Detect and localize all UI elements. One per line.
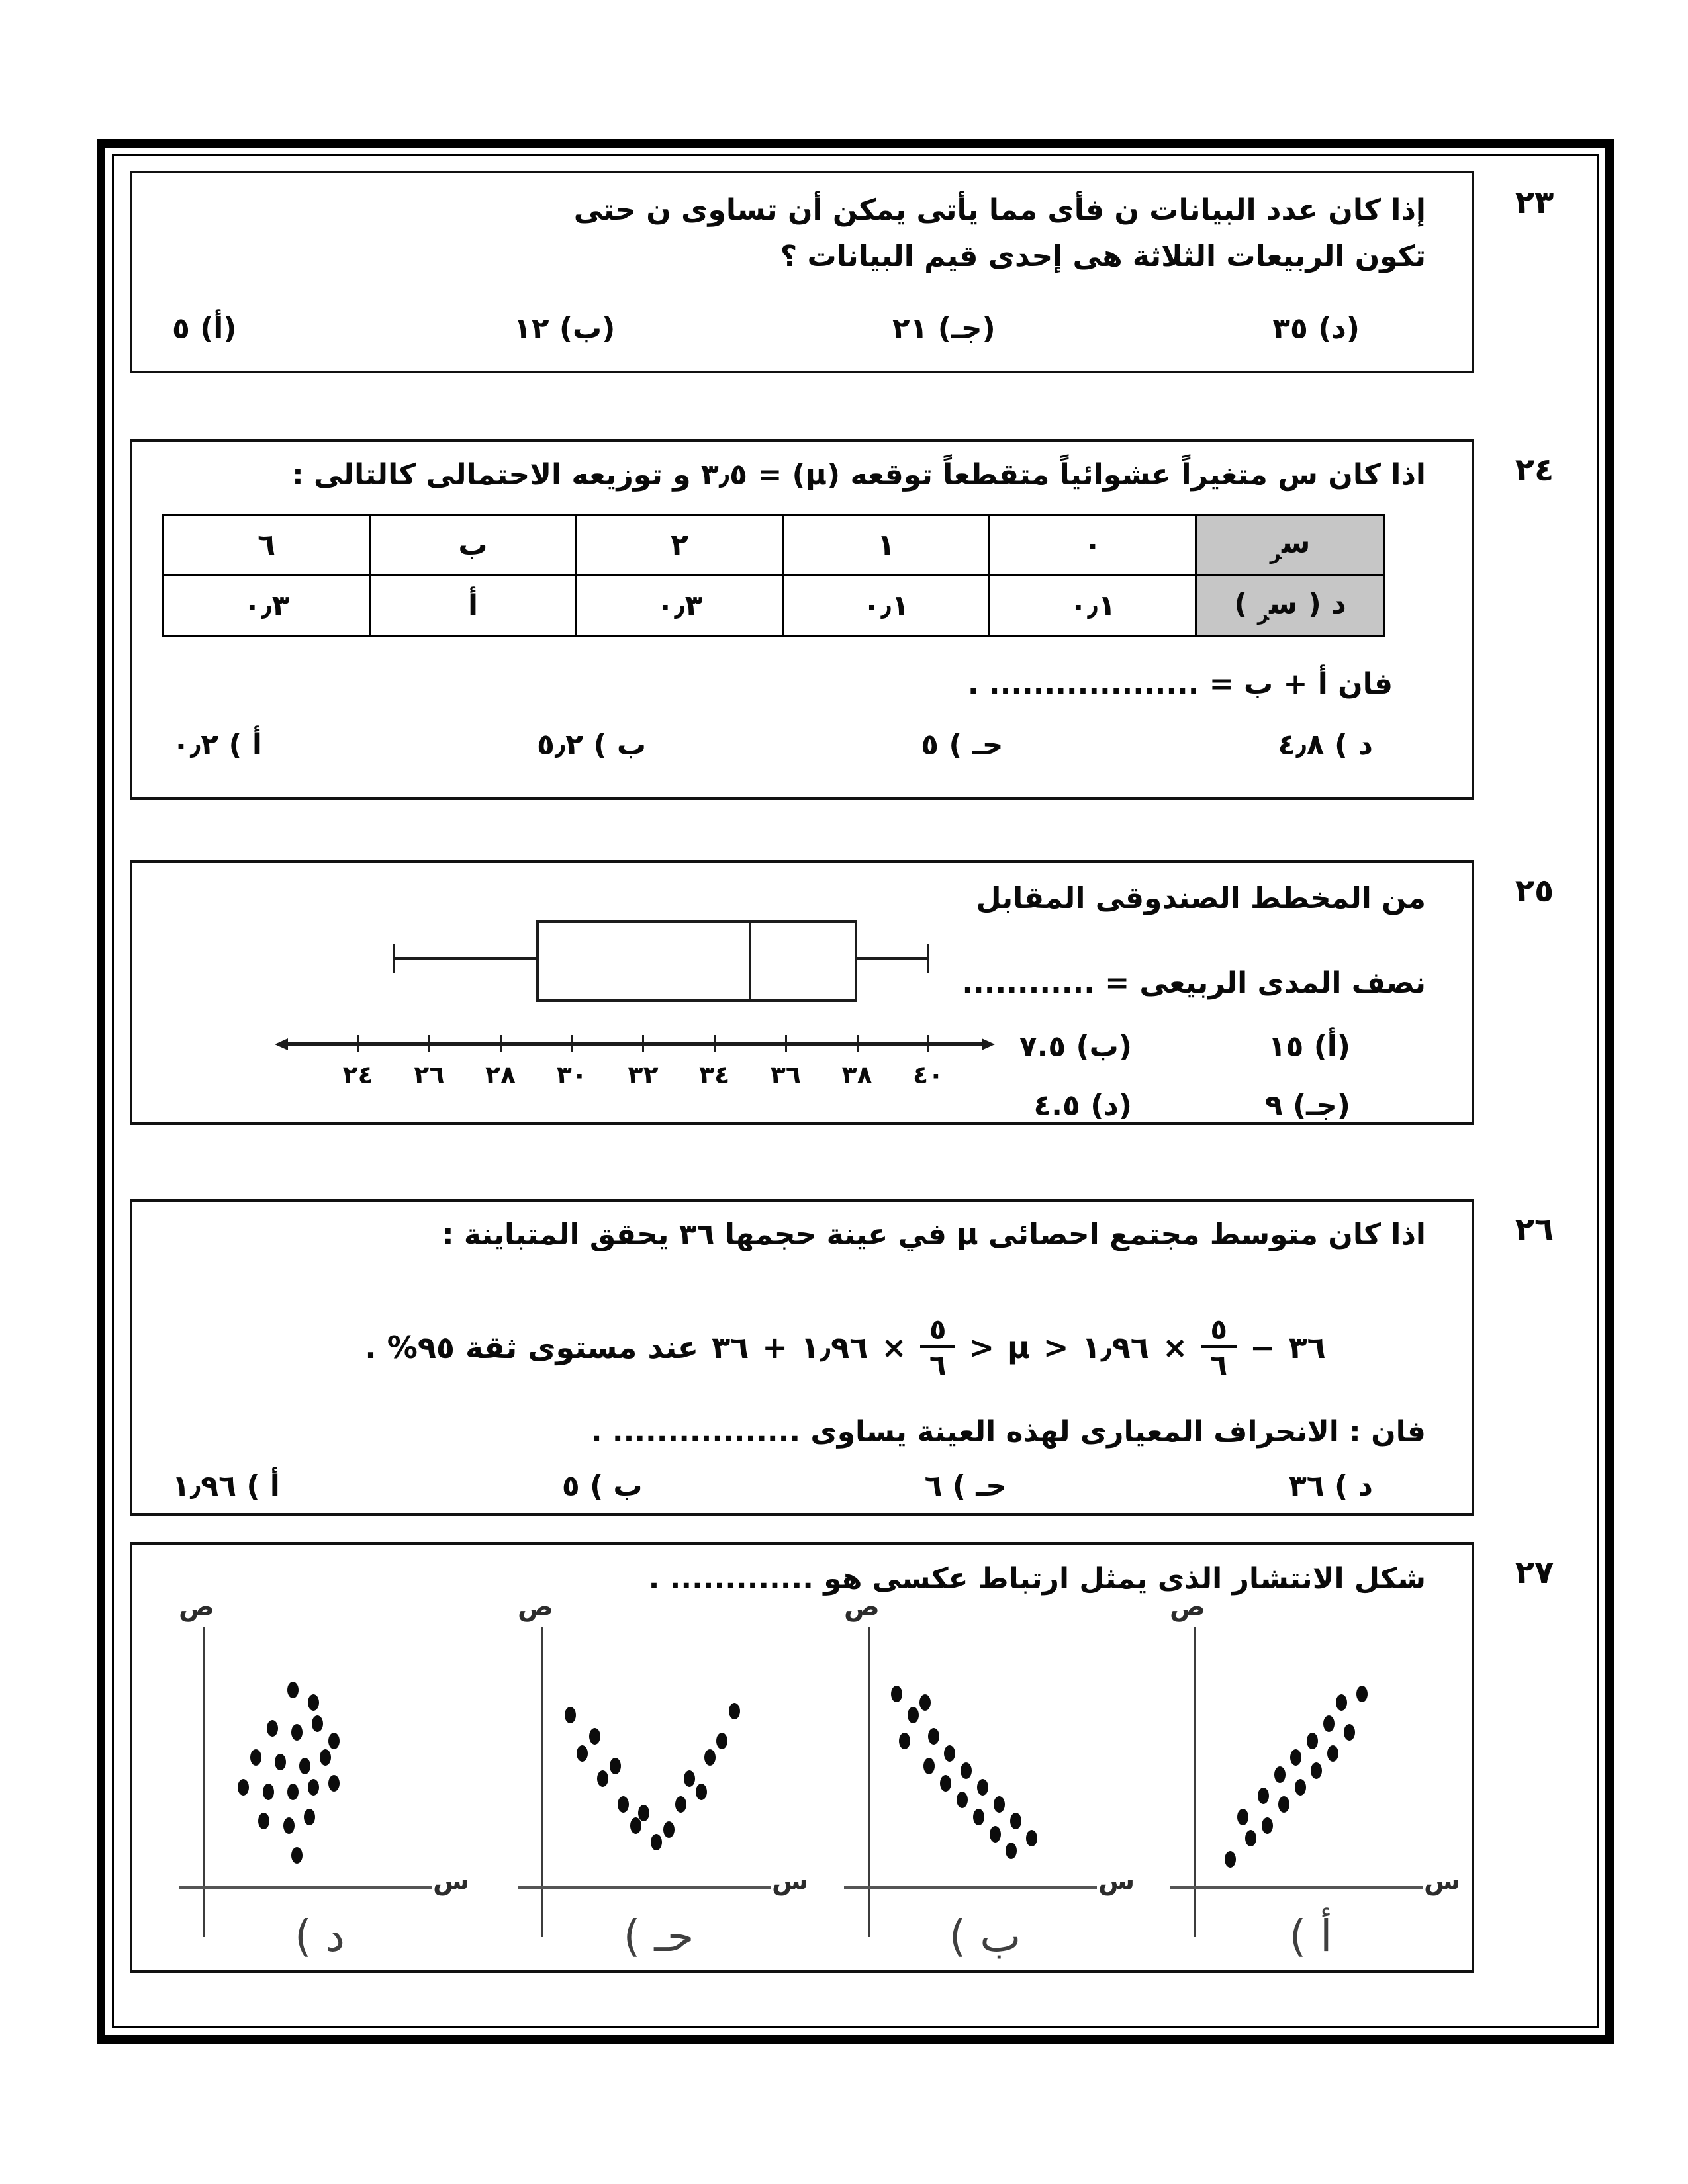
scatter-dot xyxy=(684,1770,695,1787)
scatter-dot xyxy=(908,1707,919,1723)
question-25-text-line1: من المخطط الصندوقى المقابل xyxy=(976,882,1426,915)
boxplot-left-whisker xyxy=(394,957,536,960)
question-24-statement: فان أ + ب = ................... . xyxy=(967,667,1393,701)
fraction-numerator: ٥ xyxy=(929,1312,947,1345)
question-23-options xyxy=(132,312,1472,345)
boxplot-axis-arrow-left xyxy=(275,1038,288,1050)
x-axis-label: س xyxy=(772,1866,809,1896)
y-axis-label: ص xyxy=(179,1592,214,1622)
x-subscript: ر xyxy=(1270,541,1282,564)
scatter-dot xyxy=(994,1796,1005,1813)
fraction-5-6 xyxy=(1201,1314,1237,1382)
scatter-dot xyxy=(1237,1809,1248,1825)
probability-cell: ٠٫١ xyxy=(783,576,990,637)
question-27-box xyxy=(130,1542,1474,1973)
x-subscript: ر xyxy=(1257,602,1270,625)
probability-cell: ٠٫١ xyxy=(990,576,1196,637)
boxplot-tick-label: ٣٨ xyxy=(841,1060,872,1089)
probability-cell: ٠٫٣ xyxy=(164,576,370,637)
function-close: ) xyxy=(1234,587,1258,621)
boxplot-tick-label: ٤٠ xyxy=(913,1060,944,1089)
scatter-dot xyxy=(618,1796,629,1813)
fraction-numerator: ٥ xyxy=(1210,1312,1228,1345)
question-25-text-line2: نصف المدى الربيعى = ............ xyxy=(962,966,1426,1000)
scatter-dot xyxy=(1278,1796,1289,1813)
option-b: ب ) ٥٫٢ xyxy=(537,728,647,762)
scatter-dot xyxy=(1344,1724,1355,1741)
scatter-dot xyxy=(1356,1686,1368,1702)
question-23-text-line1: إذا كان عدد البيانات ن فأى مما يأتى يمكن أن تساوى ن حتى xyxy=(573,193,1426,227)
option-c: (جـ) ٢١ xyxy=(892,312,996,345)
scatter-plot-c xyxy=(503,1588,814,1975)
boxplot-tick-label: ٣٠ xyxy=(556,1060,587,1089)
confidence-interval-formula xyxy=(318,1291,1373,1404)
scatter-dot xyxy=(1307,1733,1318,1749)
boxplot-box xyxy=(536,920,857,1002)
scatter-dot xyxy=(308,1779,319,1796)
scatter-dot xyxy=(1311,1762,1322,1779)
scatter-dot xyxy=(267,1720,278,1737)
scatter-dot xyxy=(977,1779,988,1796)
scatter-dot xyxy=(1245,1830,1256,1846)
x-axis-label: س xyxy=(433,1866,470,1896)
scatter-dot xyxy=(928,1728,939,1745)
plot-label-b: ب ) xyxy=(949,1911,1021,1962)
scatter-dot xyxy=(589,1728,600,1745)
scatter-dot xyxy=(944,1745,955,1762)
y-axis-label: ص xyxy=(1170,1592,1205,1622)
boxplot-axis xyxy=(287,1042,982,1046)
scatter-dot xyxy=(716,1733,727,1749)
boxplot-tick xyxy=(357,1035,359,1052)
scatter-dot xyxy=(291,1724,303,1741)
scatter-dot xyxy=(630,1817,641,1834)
boxplot-tick xyxy=(642,1035,644,1052)
scatter-dot xyxy=(275,1754,286,1770)
box-plot xyxy=(287,901,982,1120)
scatter-dot xyxy=(891,1686,902,1702)
scatter-dot xyxy=(1274,1766,1286,1783)
table-row xyxy=(164,515,1385,576)
inequality-sign: > xyxy=(1043,1330,1069,1365)
question-27-text: شكل الانتشار الذى يمثل ارتباط عكسى هو ............. . xyxy=(648,1562,1426,1596)
x-value-cell: ب xyxy=(370,515,577,576)
boxplot-tick xyxy=(785,1035,787,1052)
scatter-dot xyxy=(1026,1830,1037,1846)
probability-cell: أ xyxy=(370,576,577,637)
option-b: (ب) ٧.٥ xyxy=(1019,1030,1132,1064)
option-d: (د) ٤.٥ xyxy=(1033,1089,1132,1122)
scatter-dot xyxy=(263,1784,274,1800)
x-axis-label: س xyxy=(1098,1866,1135,1896)
probability-cell: ٠٫٣ xyxy=(577,576,783,637)
question-24-text: اذا كان س متغيراً عشوائياً متقطعاً توقعه (μ) = ٣٫٥ و توزيعه الاحتمالى كالتالى : xyxy=(292,458,1426,492)
probability-table xyxy=(162,514,1385,637)
minus-sign: − xyxy=(1250,1330,1276,1365)
y-axis-label: ص xyxy=(518,1592,553,1622)
scatter-dot xyxy=(577,1745,588,1762)
scatter-dot xyxy=(312,1715,323,1732)
question-25-box xyxy=(130,860,1474,1125)
scatter-dot xyxy=(957,1792,968,1808)
boxplot-tick xyxy=(927,1035,929,1052)
scatter-dot xyxy=(675,1796,686,1813)
scatter-dot xyxy=(287,1682,299,1698)
times-sign: × xyxy=(881,1330,907,1365)
scatter-dot xyxy=(638,1805,649,1821)
scatter-dot xyxy=(1006,1843,1017,1859)
boxplot-median-line xyxy=(749,920,751,1002)
scatter-dot xyxy=(729,1703,740,1719)
scatter-dot xyxy=(328,1775,340,1792)
scatter-dot xyxy=(990,1826,1001,1843)
y-axis-label: ص xyxy=(844,1592,880,1622)
scatter-dot xyxy=(1225,1851,1236,1868)
confidence-level-phrase: عند مستوى ثقة ٩٥% . xyxy=(365,1330,699,1365)
x-value-cell: ١ xyxy=(783,515,990,576)
sample-mean: ٣٦ xyxy=(712,1330,749,1365)
inequality-sign: > xyxy=(968,1330,995,1365)
question-26-box xyxy=(130,1199,1474,1516)
option-b: ب ) ٥ xyxy=(561,1469,643,1503)
scatter-dot xyxy=(973,1809,984,1825)
scatter-dot xyxy=(328,1733,340,1749)
x-axis-label: س xyxy=(1424,1866,1461,1896)
scatter-plot-a xyxy=(1155,1588,1466,1975)
scatter-dot xyxy=(704,1749,716,1766)
scatter-dot xyxy=(1323,1715,1335,1732)
boxplot-tick-label: ٢٨ xyxy=(485,1060,516,1089)
scatter-dot xyxy=(1258,1788,1269,1804)
question-26-number: ٢٦ xyxy=(1515,1211,1554,1248)
scatter-dot xyxy=(304,1809,315,1825)
scatter-dot xyxy=(1010,1813,1021,1829)
option-a: (أ) ٥ xyxy=(172,312,237,345)
scatter-dot xyxy=(899,1733,910,1749)
x-symbol: س xyxy=(1282,526,1311,561)
fraction-denominator: ٦ xyxy=(1201,1345,1237,1381)
option-a: (أ) ١٥ xyxy=(1268,1030,1350,1064)
boxplot-tick-label: ٢٦ xyxy=(414,1060,445,1089)
scatter-dot xyxy=(696,1784,707,1800)
scatter-dot xyxy=(663,1821,675,1838)
option-c: (جـ) ٩ xyxy=(1264,1089,1350,1122)
times-sign: × xyxy=(1162,1330,1188,1365)
question-23-number: ٢٣ xyxy=(1515,184,1554,221)
table-row xyxy=(164,576,1385,637)
question-26-options xyxy=(132,1469,1472,1503)
z-value: ١٫٩٦ xyxy=(1082,1330,1149,1365)
boxplot-tick-label: ٣٦ xyxy=(770,1060,802,1089)
question-27-number: ٢٧ xyxy=(1515,1554,1554,1591)
scatter-dot xyxy=(961,1762,972,1779)
option-c: حـ ) ٥ xyxy=(921,728,1004,762)
z-value: ١٫٩٦ xyxy=(800,1330,868,1365)
table-header-x-cell xyxy=(1196,515,1385,576)
scatter-dot xyxy=(651,1834,662,1850)
boxplot-right-whisker xyxy=(857,957,929,960)
option-a: أ ) ٠٫٢ xyxy=(172,728,262,762)
scatter-dot xyxy=(258,1813,269,1829)
scatter-dot xyxy=(299,1758,310,1774)
scatter-dot xyxy=(308,1694,319,1711)
boxplot-tick xyxy=(500,1035,502,1052)
fraction-denominator: ٦ xyxy=(920,1345,956,1381)
function-open: د ( xyxy=(1297,587,1346,621)
boxplot-tick-label: ٣٢ xyxy=(628,1060,659,1089)
boxplot-max-cap xyxy=(927,944,929,973)
boxplot-tick xyxy=(428,1035,430,1052)
scatter-plot-b xyxy=(829,1588,1141,1975)
x-value-cell: ٢ xyxy=(577,515,783,576)
scatter-dot xyxy=(610,1758,621,1774)
scatter-dot xyxy=(283,1817,295,1834)
scatter-dot xyxy=(1336,1694,1347,1711)
x-value-cell: ٠ xyxy=(990,515,1196,576)
question-26-statement: فان : الانحراف المعيارى لهذه العينة يساوى ................. . xyxy=(590,1415,1426,1449)
plot-label-c: حـ ) xyxy=(623,1911,694,1962)
scatter-dot xyxy=(1295,1779,1306,1796)
scatter-dot xyxy=(1290,1749,1301,1766)
question-25-number: ٢٥ xyxy=(1515,872,1554,909)
mu-symbol: μ xyxy=(1008,1330,1030,1365)
scatter-dot xyxy=(597,1770,608,1787)
question-24-options xyxy=(132,728,1472,762)
boxplot-tick xyxy=(571,1035,573,1052)
scatter-dot xyxy=(320,1749,331,1766)
boxplot-tick-label: ٣٤ xyxy=(698,1060,730,1089)
scatter-dot xyxy=(250,1749,261,1766)
question-26-text: اذا كان متوسط مجتمع احصائى μ في عينة حجمها ٣٦ يحقق المتباينة : xyxy=(442,1218,1426,1251)
boxplot-tick xyxy=(714,1035,716,1052)
scatter-dot xyxy=(238,1779,249,1796)
x-symbol: س xyxy=(1269,587,1298,621)
option-b: (ب) ١٢ xyxy=(513,312,616,345)
boxplot-min-cap xyxy=(393,944,395,973)
scatter-dot xyxy=(565,1707,576,1723)
boxplot-axis-arrow-right xyxy=(982,1038,995,1050)
scatter-dot xyxy=(291,1847,303,1864)
question-24-box xyxy=(130,439,1474,800)
table-header-fx-cell xyxy=(1196,576,1385,637)
scatter-dot xyxy=(919,1694,931,1711)
option-d: د ) ٣٦ xyxy=(1288,1469,1373,1503)
scatter-dot xyxy=(287,1784,299,1800)
option-d: د ) ٤٫٨ xyxy=(1278,728,1373,762)
scatter-dot xyxy=(923,1758,935,1774)
plus-sign: + xyxy=(762,1330,788,1365)
boxplot-tick xyxy=(857,1035,859,1052)
option-a: أ ) ١٫٩٦ xyxy=(172,1469,280,1503)
question-23-box xyxy=(130,171,1474,373)
boxplot-tick-label: ٢٤ xyxy=(342,1060,373,1089)
scatter-plot-d xyxy=(164,1588,475,1975)
scatter-dot xyxy=(940,1775,951,1792)
plot-label-d: د ) xyxy=(294,1911,346,1962)
x-value-cell: ٦ xyxy=(164,515,370,576)
option-c: حـ ) ٦ xyxy=(924,1469,1007,1503)
option-d: (د) ٣٥ xyxy=(1272,312,1360,345)
scatter-dot xyxy=(1262,1817,1273,1834)
question-23-text-line2: تكون الربيعات الثلاثة هى إحدى قيم البيانات ؟ xyxy=(780,240,1426,273)
scatter-dot xyxy=(1327,1745,1338,1762)
question-24-number: ٢٤ xyxy=(1515,451,1554,488)
plot-label-a: أ ) xyxy=(1289,1911,1333,1962)
fraction-5-6 xyxy=(920,1314,956,1382)
sample-mean: ٣٦ xyxy=(1288,1330,1326,1365)
